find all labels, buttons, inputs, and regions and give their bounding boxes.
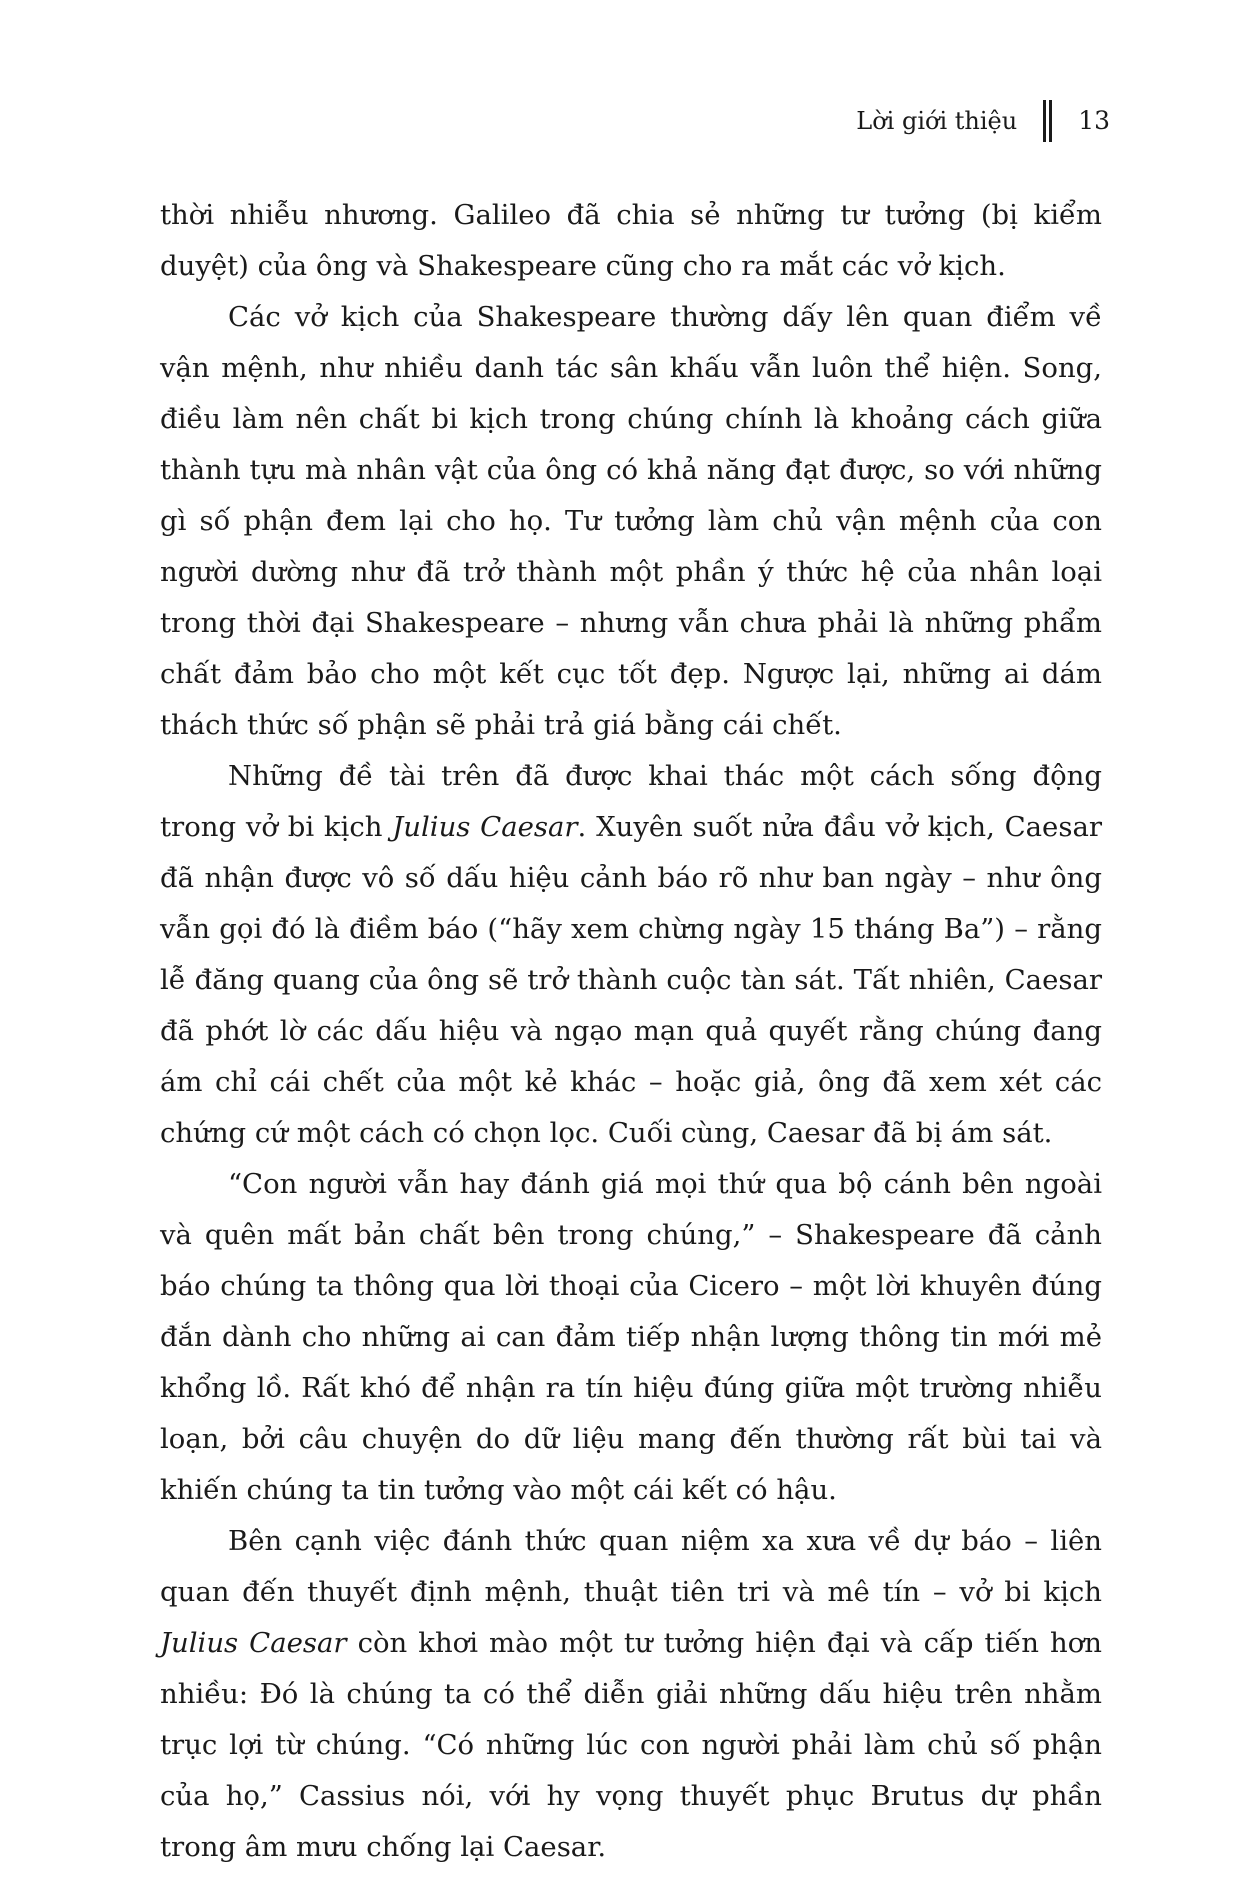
text-run: Bên cạnh việc đánh thức quan niệm xa xưa về dự báo – liên quan đến thuyết định mệnh, thuật tiên tri và mê tín – vở bi kịch: [160, 1525, 1102, 1608]
header-double-rule: [1043, 100, 1052, 142]
text-run: Các vở kịch của Shakespeare thường dấy lên quan điểm về vận mệnh, như nhiều danh tác sân khấu vẫn luôn thể hiện. Song, điều làm nên chất bi kịch trong chúng chính là khoảng cách giữa thành tựu mà nhân vật của ông có khả năng đạt được, so với những gì số phận đem lại cho họ. Tư tưởng làm chủ vận mệnh của con người dường như đã trở thành một phần ý thức hệ của nhân loại trong thời đại Shakespeare – nhưng vẫn chưa phải là những phẩm chất đảm bảo cho một kết cục tốt đẹp. Ngược lại, những ai dám thách thức số phận sẽ phải trả giá bằng cái chết.: [160, 301, 1102, 741]
section-title: Lời giới thiệu: [856, 107, 1018, 135]
body-text: [160, 190, 1102, 1873]
paragraph-2: [160, 292, 1102, 751]
paragraph-1: [160, 190, 1102, 292]
italic-title-run: Julius Caesar: [392, 811, 578, 843]
paragraph-4: [160, 1159, 1102, 1516]
italic-title-run: Julius Caesar: [160, 1627, 347, 1659]
text-run: Những đề tài trên đã được khai thác một cách sống động trong vở bi kịch: [160, 760, 1102, 843]
paragraph-3: [160, 751, 1102, 1159]
text-run: thời nhiễu nhương. Galileo đã chia sẻ những tư tưởng (bị kiểm duyệt) của ông và Shakespeare cũng cho ra mắt các vở kịch.: [160, 199, 1102, 282]
page-number: 13: [1078, 106, 1110, 135]
paragraph-5: [160, 1516, 1102, 1873]
text-run: . Xuyên suốt nửa đầu vở kịch, Caesar đã nhận được vô số dấu hiệu cảnh báo rõ như ban ngày – như ông vẫn gọi đó là điềm báo (“hãy xem chừng ngày 15 tháng Ba”) – rằng lễ đăng quang của ông sẽ trở thành cuộc tàn sát. Tất nhiên, Caesar đã phớt lờ các dấu hiệu và ngạo mạn quả quyết rằng chúng đang ám chỉ cái chết của một kẻ khác – hoặc giả, ông đã xem xét các chứng cứ một cách có chọn lọc. Cuối cùng, Caesar đã bị ám sát.: [160, 811, 1102, 1149]
running-header: [856, 100, 1110, 142]
text-run: “Con người vẫn hay đánh giá mọi thứ qua bộ cánh bên ngoài và quên mất bản chất bên trong chúng,” – Shakespeare đã cảnh báo chúng ta thông qua lời thoại của Cicero – một lời khuyên đúng đắn dành cho những ai can đảm tiếp nhận lượng thông tin mới mẻ khổng lồ. Rất khó để nhận ra tín hiệu đúng giữa một trường nhiễu loạn, bởi câu chuyện do dữ liệu mang đến thường rất bùi tai và khiến chúng ta tin tưởng vào một cái kết có hậu.: [160, 1168, 1102, 1506]
text-run: còn khơi mào một tư tưởng hiện đại và cấp tiến hơn nhiều: Đó là chúng ta có thể diễn giải những dấu hiệu trên nhằm trục lợi từ chúng. “Có những lúc con người phải làm chủ số phận của họ,” Cassius nói, với hy vọng thuyết phục Brutus dự phần trong âm mưu chống lại Caesar.: [160, 1627, 1102, 1863]
